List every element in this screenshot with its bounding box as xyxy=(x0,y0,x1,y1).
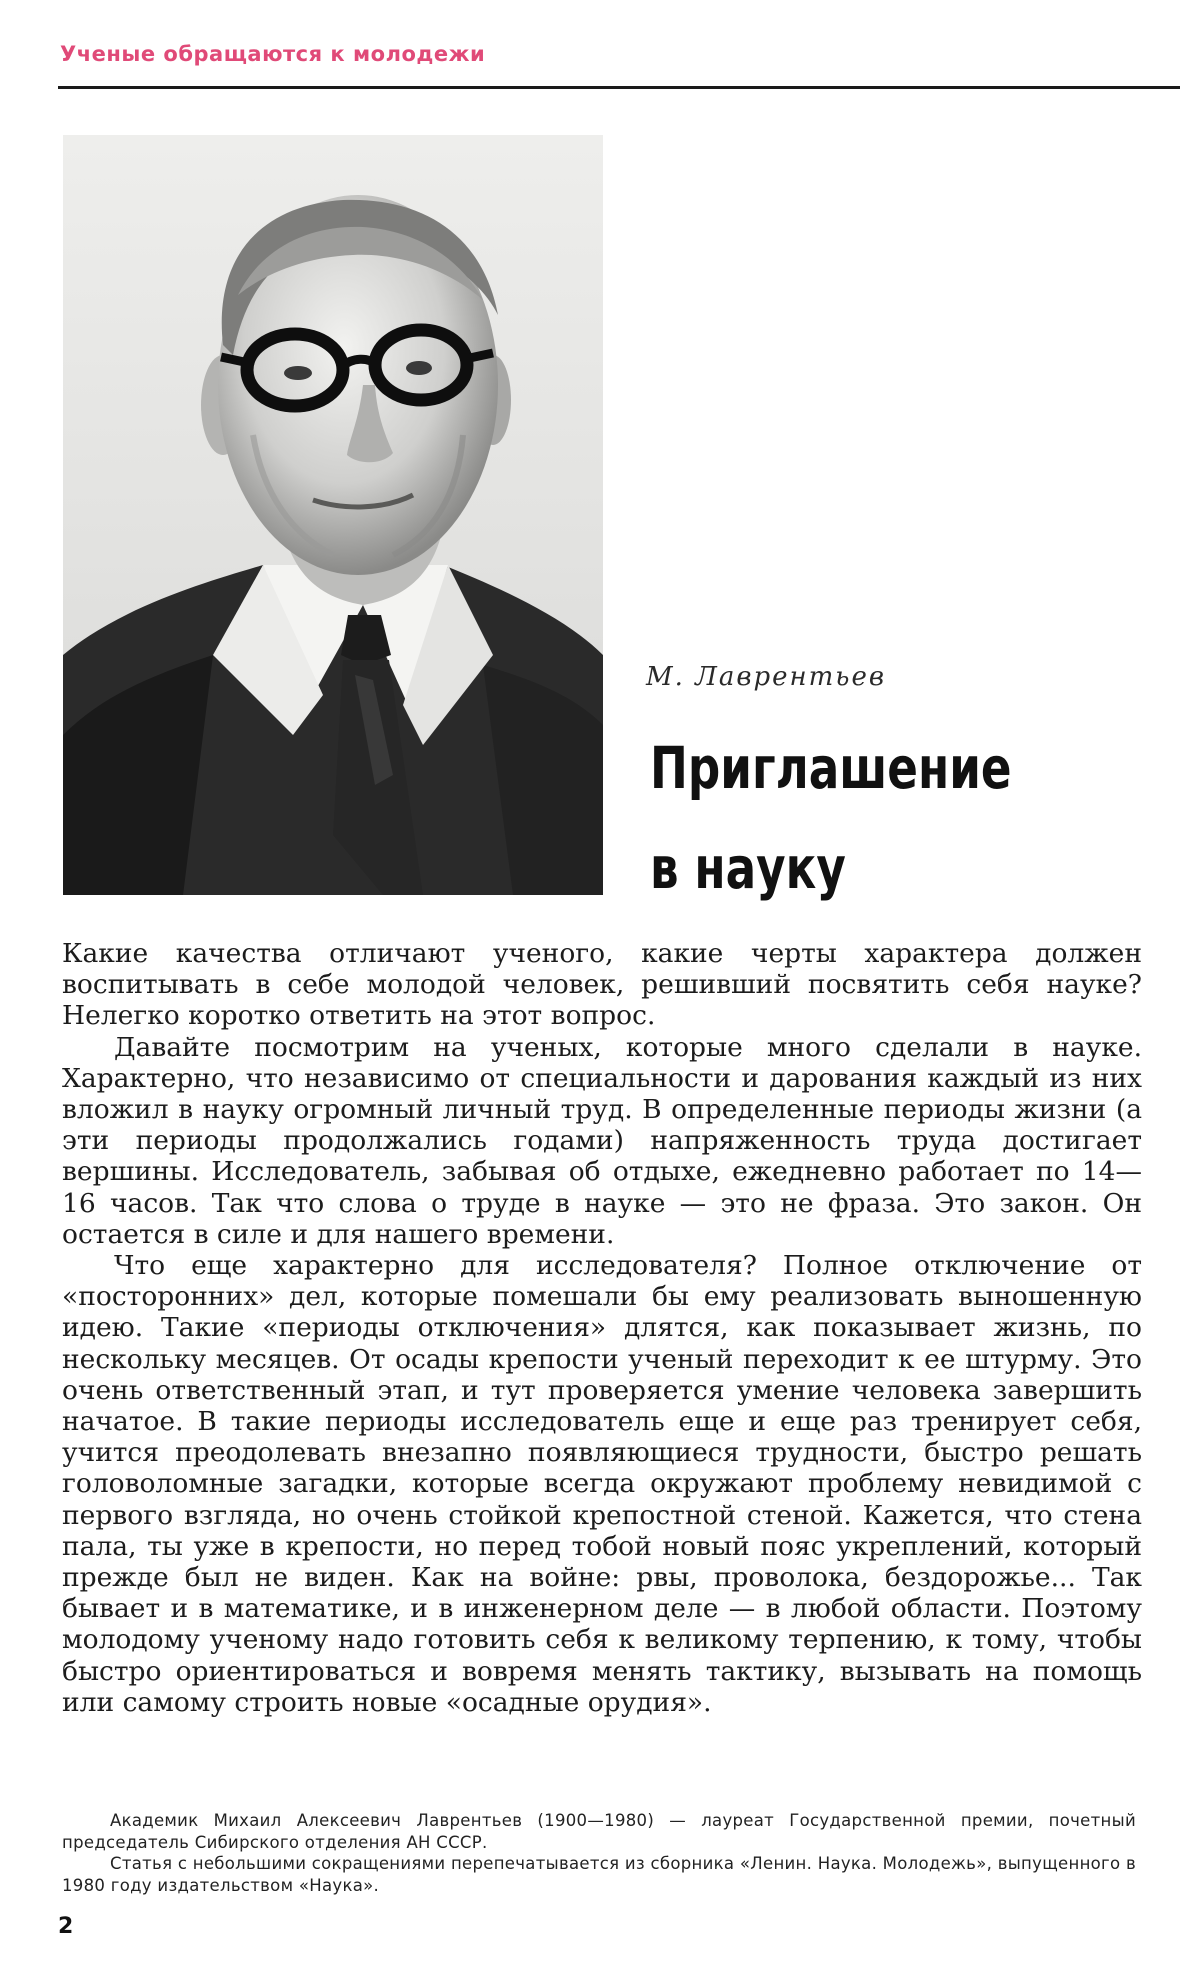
author-name: М. Лаврентьев xyxy=(646,662,886,692)
body-paragraph-2: Давайте посмотрим на ученых, которые много сделали в науке. Характерно, что независимо от специальности и дарования каждый из них вложил в науку огромный личный труд. В определенные периоды жизни (а эти периоды продолжались годами) напряженность труда достигает вершины. Исследователь, забывая об отдыхе, ежедневно работает по 14—16 часов. Так что слова о труде в науке — это не фраза. Это закон. Он остается в силе и для нашего времени. xyxy=(62,1031,1142,1250)
article-body xyxy=(62,938,1142,1718)
header-rule xyxy=(58,86,1180,89)
footnote xyxy=(62,1810,1136,1896)
author-portrait-photo xyxy=(63,135,603,895)
title-line-2: в науку xyxy=(650,834,846,902)
footnote-author-bio: Академик Михаил Алексеевич Лаврентьев (1900—1980) — лауреат Государственной премии, почетный председатель Сибирского отделения АН СССР. xyxy=(62,1811,1136,1852)
footnote-source-note: Статья с небольшими сокращениями перепечатывается из сборника «Ленин. Наука. Молодежь», выпущенного в 1980 году издательством «Наука». xyxy=(62,1854,1136,1895)
article-title xyxy=(650,718,1012,918)
page-number: 2 xyxy=(58,1914,74,1939)
title-line-1: Приглашение xyxy=(650,734,1012,802)
body-paragraph-1: Какие качества отличают ученого, какие черты характера должен воспитывать в себе молодой человек, решивший посвятить себя науке? Нелегко коротко ответить на этот вопрос. xyxy=(62,938,1142,1032)
running-head: Ученые обращаются к молодежи xyxy=(60,42,486,66)
body-paragraph-3: Что еще характерно для исследователя? Полное отключение от «посторонних» дел, которые помешали бы ему реализовать выношенную идею. Такие «периоды отключения» длятся, как показывает жизнь, по нескольку месяцев. От осады крепости ученый переходит к ее штурму. Это очень ответственный этап, и тут проверяется умение человека завершить начатое. В такие периоды исследователь еще и еще раз тренирует себя, учится преодолевать внезапно появляющиеся трудности, быстро решать головоломные загадки, которые всегда окружают проблему невидимой с первого взгляда, но очень стойкой крепостной стеной. Кажется, что стена пала, ты уже в крепости, но перед тобой новый пояс укреплений, который прежде был не виден. Как на войне: рвы, проволока, бездорожье... Так бывает и в математике, и в инженерном деле — в любой области. Поэтому молодому ученому надо готовить себя к великому терпению, к тому, чтобы быстро ориентироваться и вовремя менять тактику, вызывать на помощь или самому строить новые «осадные орудия». xyxy=(62,1250,1142,1718)
